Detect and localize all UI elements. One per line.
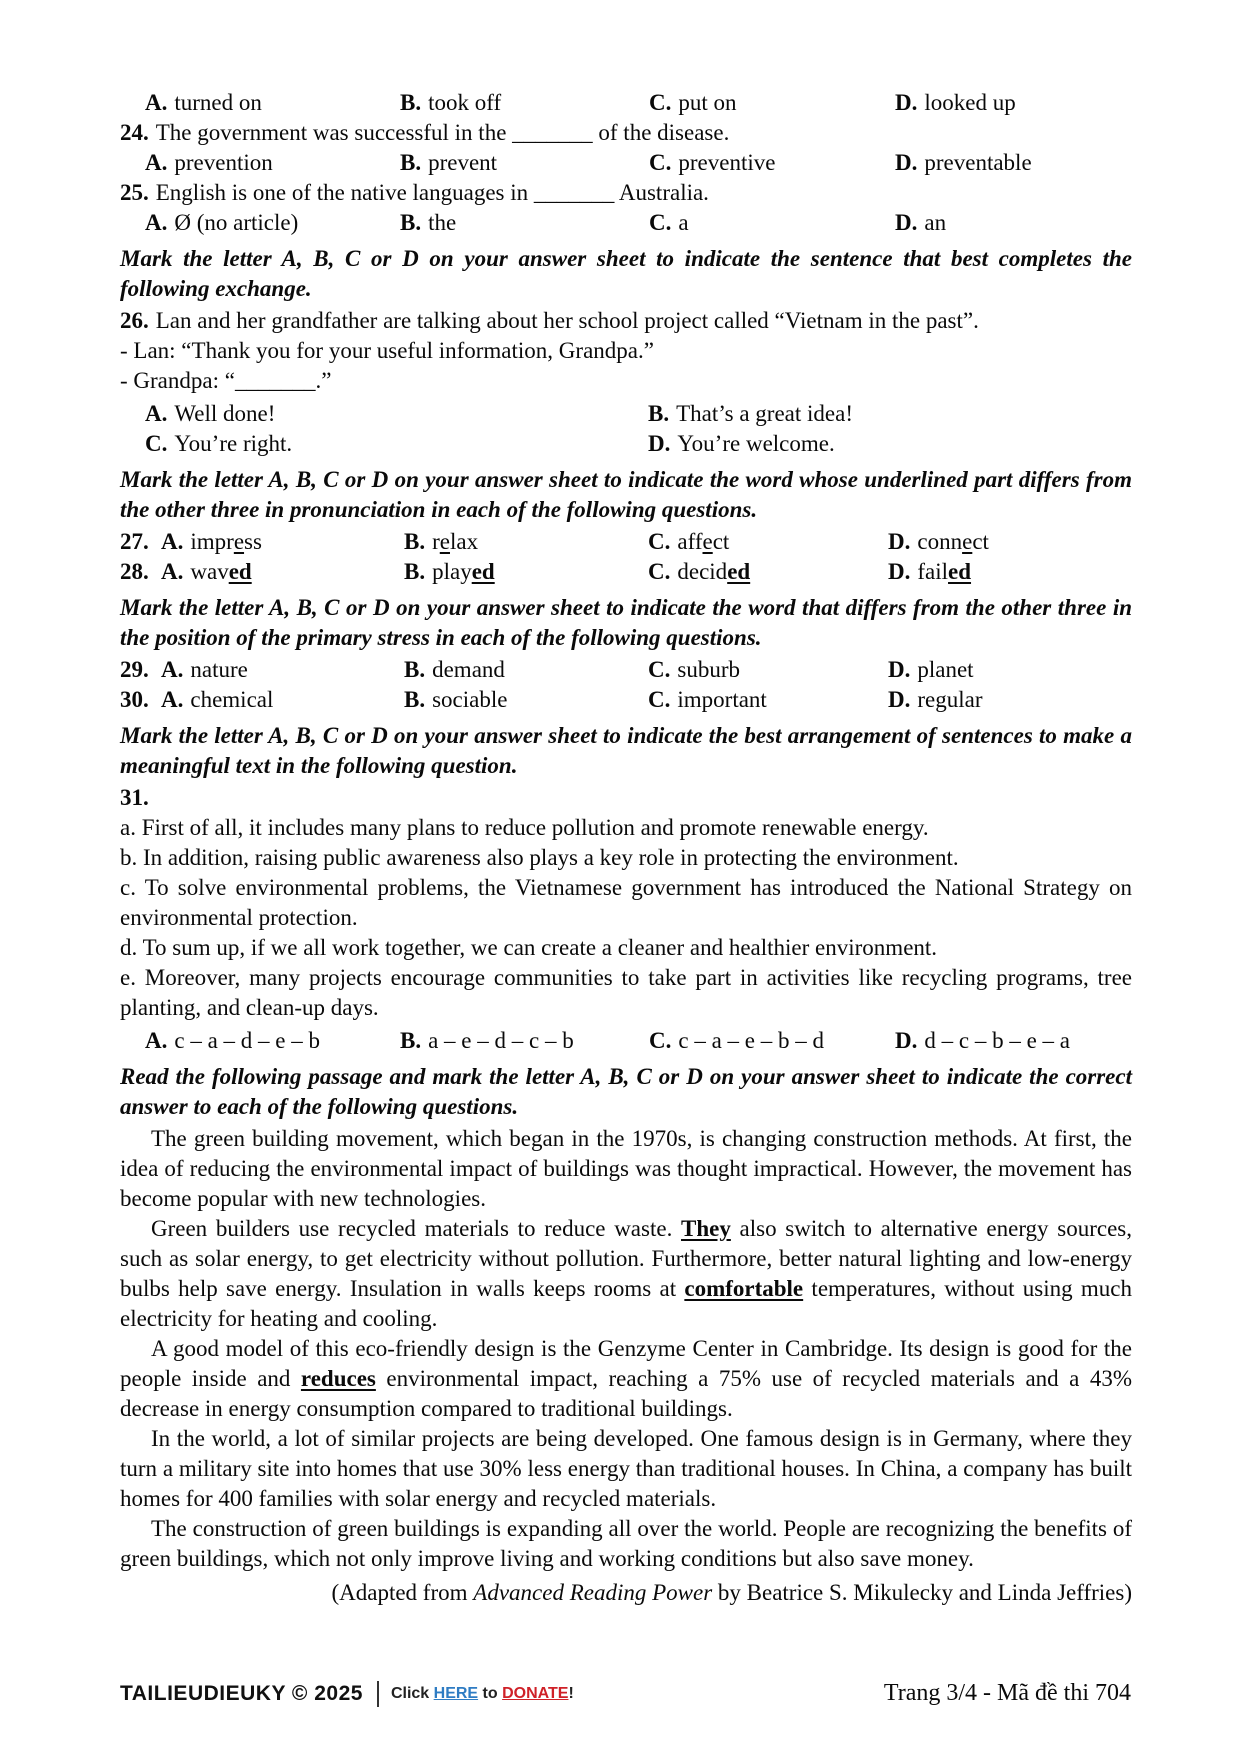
- question-text: Lan and her grandfather are talking about her school project called “Vietnam in the past”.: [155, 308, 979, 333]
- to-text: to: [482, 1684, 498, 1702]
- option-text: took off: [428, 90, 502, 115]
- option-label-b: B.: [404, 529, 426, 554]
- option-label-a: A.: [145, 150, 168, 175]
- option-label-a: A.: [161, 529, 184, 554]
- passage-paragraph-3: [120, 1334, 1132, 1424]
- option-label-a: A.: [161, 687, 184, 712]
- option-c: [649, 1026, 895, 1056]
- question-25-options: [120, 208, 1132, 238]
- option-label-d: D.: [888, 657, 911, 682]
- brand-logo: TAILIEUDIEUKY © 2025: [120, 1681, 363, 1705]
- option-text: a: [678, 210, 689, 235]
- keyword-they: They: [681, 1216, 731, 1241]
- question-30-row: [120, 685, 1132, 715]
- underlined-part: e: [702, 529, 713, 554]
- question-number: 28.: [120, 559, 149, 584]
- option-label-b: B.: [400, 90, 422, 115]
- word-part: ss: [244, 529, 262, 554]
- option-c: [649, 148, 895, 178]
- word-part: wav: [190, 559, 229, 584]
- option-word: [677, 529, 729, 554]
- question-31-options: [120, 1026, 1132, 1056]
- option-text: Well done!: [174, 401, 276, 426]
- question-24-stem: [120, 118, 1132, 148]
- sentence-b: b. In addition, raising public awareness also plays a key role in protecting the environment.: [120, 845, 959, 870]
- underlined-part: ed: [228, 559, 252, 584]
- option-d: [888, 527, 1132, 557]
- word-part: aff: [677, 529, 703, 554]
- option-label-a: A.: [145, 210, 168, 235]
- option-c: [649, 208, 895, 238]
- instruction-reading: Read the following passage and mark the letter A, B, C or D on your answer sheet to indicate the correct answer to each of the following questions.: [120, 1064, 1132, 1119]
- click-text: Click: [390, 1684, 430, 1702]
- option-word: [917, 529, 989, 554]
- exclamation-text: !: [568, 1684, 574, 1702]
- option-text: nature: [190, 657, 248, 682]
- word-part: ct: [712, 529, 730, 554]
- option-c: [648, 685, 888, 715]
- footer-left: [120, 1681, 574, 1707]
- option-b: [404, 685, 648, 715]
- option-label-d: D.: [895, 90, 918, 115]
- option-text: looked up: [924, 90, 1016, 115]
- sentence-a: a. First of all, it includes many plans to reduce pollution and promote renewable energy.: [120, 815, 929, 840]
- option-c: [648, 527, 888, 557]
- option-text: d – c – b – e – a: [924, 1028, 1071, 1053]
- page-number: Trang 3/4 - Mã đề thi 704: [883, 1680, 1131, 1706]
- book-title: Advanced Reading Power: [473, 1580, 713, 1605]
- option-a: [161, 655, 404, 685]
- instruction-stress: Mark the letter A, B, C or D on your answer sheet to indicate the word that differs from the other three in the position of the primary stress in each of the following questions.: [120, 595, 1132, 650]
- option-b: [404, 557, 648, 587]
- passage-attribution: [120, 1578, 1132, 1608]
- option-label-c: C.: [649, 210, 672, 235]
- instruction-pronunciation: Mark the letter A, B, C or D on your answer sheet to indicate the word whose underlined part differs from the other three in pronunciation in each of the following questions.: [120, 467, 1132, 522]
- passage-paragraph-1: The green building movement, which began in the 1970s, is changing construction methods. At first, the idea of reducing the environmental impact of buildings was thought impractical. However, the movement has become popular with new technologies.: [120, 1126, 1132, 1211]
- option-b: [400, 148, 649, 178]
- question-26-options-row-2: [120, 429, 1132, 459]
- option-word: [432, 559, 495, 584]
- option-label-b: B.: [400, 150, 422, 175]
- option-label-b: B.: [648, 401, 670, 426]
- option-text: regular: [917, 687, 983, 712]
- word-part: fail: [917, 559, 949, 584]
- option-c: [649, 88, 895, 118]
- passage-paragraph-5: The construction of green buildings is expanding all over the world. People are recognizing the benefits of green buildings, which not only improve living and working conditions but also save money.: [120, 1516, 1132, 1571]
- option-label-d: D.: [895, 210, 918, 235]
- option-word: [190, 559, 251, 584]
- option-text: preventable: [924, 150, 1032, 175]
- donate-line: [391, 1685, 574, 1703]
- option-b: [400, 88, 649, 118]
- question-number: 25.: [120, 180, 149, 205]
- option-label-a: A.: [145, 401, 168, 426]
- question-23-options: [120, 88, 1132, 118]
- question-29-row: [120, 655, 1132, 685]
- question-number: 26.: [120, 308, 149, 333]
- question-27-row: [120, 527, 1132, 557]
- passage-text: Green builders use recycled materials to reduce waste.: [151, 1216, 682, 1241]
- question-number: 27.: [120, 529, 149, 554]
- option-text: put on: [678, 90, 737, 115]
- donate-link[interactable]: DONATE: [502, 1684, 569, 1702]
- option-a: [145, 88, 400, 118]
- keyword-comfortable: comfortable: [684, 1276, 804, 1301]
- option-text: demand: [432, 657, 505, 682]
- option-word: [432, 529, 478, 554]
- passage-paragraph-2: [120, 1214, 1132, 1334]
- underlined-part: ed: [471, 559, 495, 584]
- option-b: [404, 655, 648, 685]
- option-d: [895, 208, 1132, 238]
- option-label-c: C.: [649, 150, 672, 175]
- option-c: [145, 429, 648, 459]
- option-word: [190, 529, 262, 554]
- attribution-text: by Beatrice S. Mikulecky and Linda Jeffries): [712, 1580, 1132, 1605]
- question-26-options-row-1: [120, 399, 1132, 429]
- option-a: [161, 685, 404, 715]
- option-d: [888, 685, 1132, 715]
- option-b: [648, 399, 1132, 429]
- question-number: 29.: [120, 657, 149, 682]
- option-c: [648, 557, 888, 587]
- option-d: [895, 148, 1132, 178]
- option-label-c: C.: [648, 529, 671, 554]
- option-label-a: A.: [145, 1028, 168, 1053]
- option-word: [677, 559, 750, 584]
- footer-separator: [377, 1681, 379, 1707]
- option-text: suburb: [677, 657, 740, 682]
- option-label-d: D.: [888, 687, 911, 712]
- option-label-a: A.: [161, 559, 184, 584]
- option-text: That’s a great idea!: [676, 401, 853, 426]
- option-label-b: B.: [400, 210, 422, 235]
- option-label-c: C.: [648, 559, 671, 584]
- option-label-d: D.: [648, 431, 671, 456]
- option-a: [145, 399, 648, 429]
- question-number: 31.: [120, 785, 149, 810]
- option-label-c: C.: [145, 431, 168, 456]
- option-text: Ø (no article): [174, 210, 299, 235]
- keyword-reduces: reduces: [300, 1366, 376, 1391]
- underlined-part: e: [233, 529, 245, 554]
- question-26-stem: [120, 306, 1132, 336]
- question-24-options: [120, 148, 1132, 178]
- option-b: [400, 1026, 649, 1056]
- option-label-a: A.: [145, 90, 168, 115]
- passage-text: environmental impact, reaching a 75% use of recycled materials and a 43% decrease in energy consumption compared to traditional buildings.: [120, 1366, 1132, 1421]
- option-c: [648, 655, 888, 685]
- passage-paragraph-4: In the world, a lot of similar projects are being developed. One famous design is in Germany, where they turn a military site into homes that use 30% less energy than traditional houses. In China, a company has built homes for 400 families with solar energy and recycled materials.: [120, 1426, 1132, 1511]
- sentence-d: d. To sum up, if we all work together, we can create a cleaner and healthier environment.: [120, 935, 938, 960]
- question-number: 30.: [120, 687, 149, 712]
- option-text: turned on: [174, 90, 262, 115]
- option-text: prevent: [428, 150, 498, 175]
- option-word: [917, 559, 971, 584]
- underlined-part: e: [439, 529, 450, 554]
- option-a: [145, 1026, 400, 1056]
- option-text: c – a – d – e – b: [174, 1028, 321, 1053]
- underlined-part: ed: [948, 559, 972, 584]
- underlined-part: ed: [727, 559, 751, 584]
- option-label-b: B.: [404, 657, 426, 682]
- word-part: conn: [917, 529, 963, 554]
- option-b: [404, 527, 648, 557]
- option-text: prevention: [174, 150, 273, 175]
- question-text: The government was successful in the _______ of the disease.: [155, 120, 730, 145]
- instruction-exchange: Mark the letter A, B, C or D on your answer sheet to indicate the sentence that best completes the following exchange.: [120, 246, 1132, 301]
- option-a: [161, 557, 404, 587]
- option-text: planet: [917, 657, 974, 682]
- passage-text: A good model of this eco-friendly design is the Genzyme Center in Cambridge. Its design is good for the people inside and: [120, 1336, 1132, 1391]
- option-text: You’re right.: [174, 431, 293, 456]
- option-text: a – e – d – c – b: [428, 1028, 574, 1053]
- question-31-number: [120, 783, 1132, 813]
- option-label-b: B.: [404, 559, 426, 584]
- word-part: r: [432, 529, 440, 554]
- option-label-d: D.: [895, 1028, 918, 1053]
- option-text: c – a – e – b – d: [678, 1028, 825, 1053]
- option-label-b: B.: [404, 687, 426, 712]
- dialogue-lan: - Lan: “Thank you for your useful information, Grandpa.”: [120, 338, 654, 363]
- option-label-d: D.: [888, 559, 911, 584]
- option-text: the: [428, 210, 457, 235]
- option-a: [145, 208, 400, 238]
- instruction-arrangement: Mark the letter A, B, C or D on your answer sheet to indicate the best arrangement of sentences to make a meaningful text in the following question.: [120, 723, 1132, 778]
- word-part: play: [432, 559, 472, 584]
- option-text: chemical: [190, 687, 274, 712]
- question-text: English is one of the native languages in _______ Australia.: [155, 180, 709, 205]
- option-label-c: C.: [648, 687, 671, 712]
- option-d: [888, 655, 1132, 685]
- page-footer: [120, 1680, 1131, 1707]
- underlined-part: e: [962, 529, 973, 554]
- option-d: [888, 557, 1132, 587]
- option-d: [895, 88, 1132, 118]
- option-text: important: [677, 687, 767, 712]
- question-25-stem: [120, 178, 1132, 208]
- word-part: ct: [972, 529, 989, 554]
- option-a: [145, 148, 400, 178]
- option-b: [400, 208, 649, 238]
- passage-text: temperatures, without using much electricity for heating and cooling.: [120, 1276, 1132, 1331]
- option-label-c: C.: [648, 657, 671, 682]
- option-d: [895, 1026, 1132, 1056]
- option-a: [161, 527, 404, 557]
- question-number: 24.: [120, 120, 149, 145]
- option-label-d: D.: [888, 529, 911, 554]
- sentence-e: e. Moreover, many projects encourage communities to take part in activities like recycling programs, tree planting, and clean-up days.: [120, 965, 1132, 1020]
- here-link[interactable]: HERE: [433, 1684, 479, 1702]
- attribution-text: (Adapted from: [331, 1580, 474, 1605]
- word-part: impr: [190, 529, 234, 554]
- option-text: preventive: [678, 150, 776, 175]
- exam-page-content: [120, 88, 1132, 1608]
- word-part: lax: [449, 529, 479, 554]
- word-part: decid: [677, 559, 728, 584]
- option-d: [648, 429, 1132, 459]
- question-28-row: [120, 557, 1132, 587]
- option-text: You’re welcome.: [677, 431, 835, 456]
- dialogue-grandpa: - Grandpa: “_______.”: [120, 368, 332, 393]
- option-label-c: C.: [649, 1028, 672, 1053]
- option-text: an: [924, 210, 947, 235]
- passage-text: also switch to alternative energy sources, such as solar energy, to get electricity without pollution. Furthermore, better natural lighting and low-energy bulbs help save energy. Insulation in walls keeps rooms at: [120, 1216, 1132, 1301]
- option-label-a: A.: [161, 657, 184, 682]
- option-label-d: D.: [895, 150, 918, 175]
- option-text: sociable: [432, 687, 508, 712]
- option-label-b: B.: [400, 1028, 422, 1053]
- option-label-c: C.: [649, 90, 672, 115]
- sentence-c: c. To solve environmental problems, the Vietnamese government has introduced the National Strategy on environmental protection.: [120, 875, 1132, 930]
